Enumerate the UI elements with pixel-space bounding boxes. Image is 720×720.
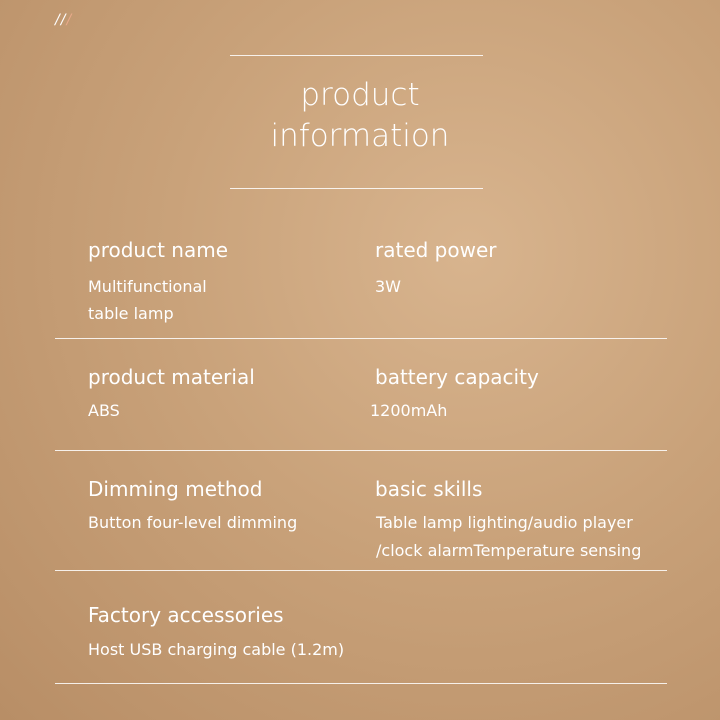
row-divider-1	[55, 338, 667, 339]
page-title-line2: information	[270, 118, 450, 154]
dimming-method-label: Dimming method	[88, 477, 263, 501]
battery-capacity-value: 1200mAh	[370, 401, 448, 420]
product-material-label: product material	[88, 365, 255, 389]
row-divider-3	[55, 570, 667, 571]
factory-accessories-label: Factory accessories	[88, 603, 284, 627]
battery-capacity-label: battery capacity	[375, 365, 539, 389]
page-title-line1: product	[300, 77, 420, 113]
product-name-value-line2: table lamp	[88, 304, 174, 323]
decorative-slashes: ///	[55, 12, 73, 28]
title-bottom-divider	[230, 188, 483, 189]
row-divider-2	[55, 450, 667, 451]
basic-skills-label: basic skills	[375, 477, 483, 501]
rated-power-value: 3W	[375, 277, 401, 296]
product-material-value: ABS	[88, 401, 120, 420]
basic-skills-value-line2: /clock alarmTemperature sensing	[376, 541, 642, 560]
rated-power-label: rated power	[375, 238, 497, 262]
product-name-label: product name	[88, 238, 228, 262]
basic-skills-value-line1: Table lamp lighting/audio player	[376, 513, 633, 532]
factory-accessories-value: Host USB charging cable (1.2m)	[88, 640, 345, 659]
dimming-method-value: Button four-level dimming	[88, 513, 298, 532]
title-top-divider	[230, 55, 483, 56]
row-divider-4	[55, 683, 667, 684]
product-name-value-line1: Multifunctional	[88, 277, 207, 296]
